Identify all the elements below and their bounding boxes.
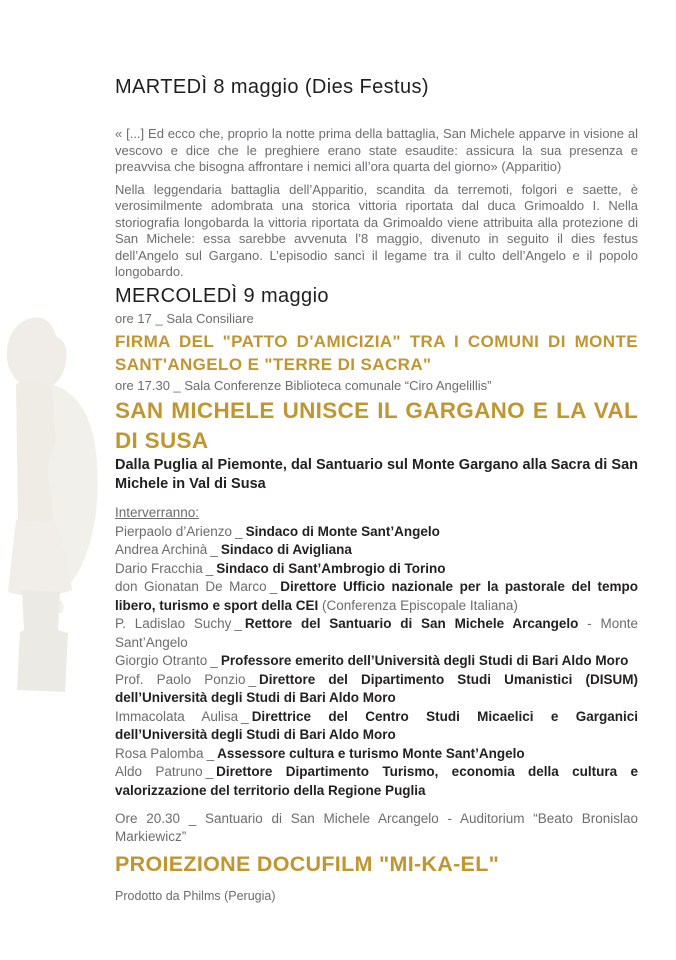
speaker-name: Pierpaolo d’Arienzo [115, 523, 233, 539]
speaker-name: P. Ladislao Suchy [115, 616, 232, 631]
speaker-row [115, 560, 638, 579]
speakers-label: Interverranno: [115, 504, 200, 520]
speaker-row [115, 523, 638, 542]
event2-title: SAN MICHELE UNISCE IL GARGANO E LA VAL DI SUSA [115, 397, 638, 453]
speaker-row [115, 708, 638, 745]
speaker-row [115, 671, 638, 708]
speaker-role: Rettore del Santuario di San Michele Arcangelo [244, 616, 579, 631]
speaker-role: Professore emerito dell’Università degli Studi di Bari Aldo Moro [220, 653, 629, 668]
event3-time-venue: Ore 20.30 _ Santuario di San Michele Arcangelo - Auditorium “Beato Bronislao Markiewicz” [115, 811, 638, 844]
speaker-row [115, 541, 638, 560]
speaker-name: Rosa Palomba [115, 745, 204, 761]
angel-statue-watermark [0, 292, 117, 712]
speaker-role: Sindaco di Monte Sant’Angelo [245, 523, 440, 539]
speakers-list [115, 523, 638, 801]
speaker-name: Dario Fracchia [115, 560, 203, 576]
speaker-separator: _ [210, 653, 218, 668]
speaker-role: Direttore Dipartimento Turismo, economia della cultura e valorizzazione del territorio della Regione Puglia [115, 764, 638, 798]
speaker-separator: _ [205, 560, 214, 576]
speaker-row [115, 615, 638, 652]
speaker-row [115, 652, 638, 671]
speaker-name: Immacolata Aulisa [115, 708, 239, 724]
speaker-name: Prof. Paolo Ponzio [115, 671, 246, 687]
program-content [115, 75, 638, 904]
speaker-separator: _ [210, 542, 218, 557]
speaker-role-suffix: (Conferenza Episcopale Italiana) [318, 597, 518, 613]
speaker-separator: _ [235, 523, 243, 539]
speaker-role: Assessore cultura e turismo Monte Sant’Angelo [217, 745, 525, 761]
speaker-role: Direttrice del Centro Studi Micaelici e Garganici dell’Università degli Studi di Bari Aldo Moro [115, 708, 638, 742]
speaker-role: Sindaco di Sant’Ambrogio di Torino [216, 560, 446, 576]
speaker-name: Andrea Archinà [115, 542, 208, 557]
event3-title: PROIEZIONE DOCUFILM "MI-KA-EL" [115, 852, 500, 876]
speaker-row [115, 745, 638, 764]
day1-quote-paragraph: « [...] Ed ecco che, proprio la notte prima della battaglia, San Michele apparve in visione al vescovo e dice che le preghiere erano state esaudite: assicura la sua presenza e preavvisa che bisogna affrontare i nemici all’ora quarta del giorno» (Apparitio) [115, 126, 638, 174]
day2-title: MERCOLEDÌ 9 maggio [115, 284, 329, 307]
speaker-row [115, 763, 638, 800]
speaker-separator: _ [248, 671, 257, 687]
speaker-separator: _ [234, 616, 242, 631]
speaker-separator: _ [206, 745, 215, 761]
speaker-row [115, 578, 638, 615]
speaker-separator: _ [269, 579, 278, 594]
event2-time-venue: ore 17.30 _ Sala Conferenze Biblioteca comunale “Ciro Angelillis” [115, 377, 492, 393]
speaker-separator: _ [205, 764, 214, 779]
speaker-name: Giorgio Otranto [115, 653, 208, 668]
event1-time-venue: ore 17 _ Sala Consiliare [115, 310, 254, 326]
speaker-role: Direttore Ufficio nazionale per la pastorale del tempo libero, turismo e sport della CEI [115, 579, 638, 613]
event3-production-note: Prodotto da Philms (Perugia) [115, 889, 276, 903]
speaker-role: Sindaco di Avigliana [220, 542, 352, 557]
speaker-role: Direttore del Dipartimento Studi Umanistici (DISUM) dell’Università degli Studi di Bari Aldo Moro [115, 671, 638, 705]
day1-legend-paragraph: Nella leggendaria battaglia dell’Apparitio, scandita da terremoti, folgori e saette, è verosimilmente adombrata una storica vittoria riportata dal duca Grimoaldo I. Nella storiografia longobarda la vittoria riportata da Grimoaldo viene attribuita alla protezione di San Michele: essa sarebbe avvenuta l’8 maggio, divenuto in seguito il dies festus dell’Angelo sul Gargano. L’episodio sancì il legame tra il culto dell’Angelo e il popolo longobardo. [115, 181, 638, 279]
event1-title: FIRMA DEL "PATTO D'AMICIZIA" TRA I COMUNI DI MONTE SANT'ANGELO E "TERRE DI SACRA" [115, 331, 638, 374]
event2-subtitle: Dalla Puglia al Piemonte, dal Santuario sul Monte Gargano alla Sacra di San Michele in Val di Susa [115, 456, 638, 492]
speaker-name: don Gionatan De Marco [115, 579, 267, 594]
day1-title: MARTEDÌ 8 maggio (Dies Festus) [115, 76, 429, 98]
speaker-role-suffix: - Monte Sant’Angelo [115, 616, 638, 650]
speaker-separator: _ [241, 708, 249, 724]
speaker-name: Aldo Patruno [115, 764, 203, 779]
